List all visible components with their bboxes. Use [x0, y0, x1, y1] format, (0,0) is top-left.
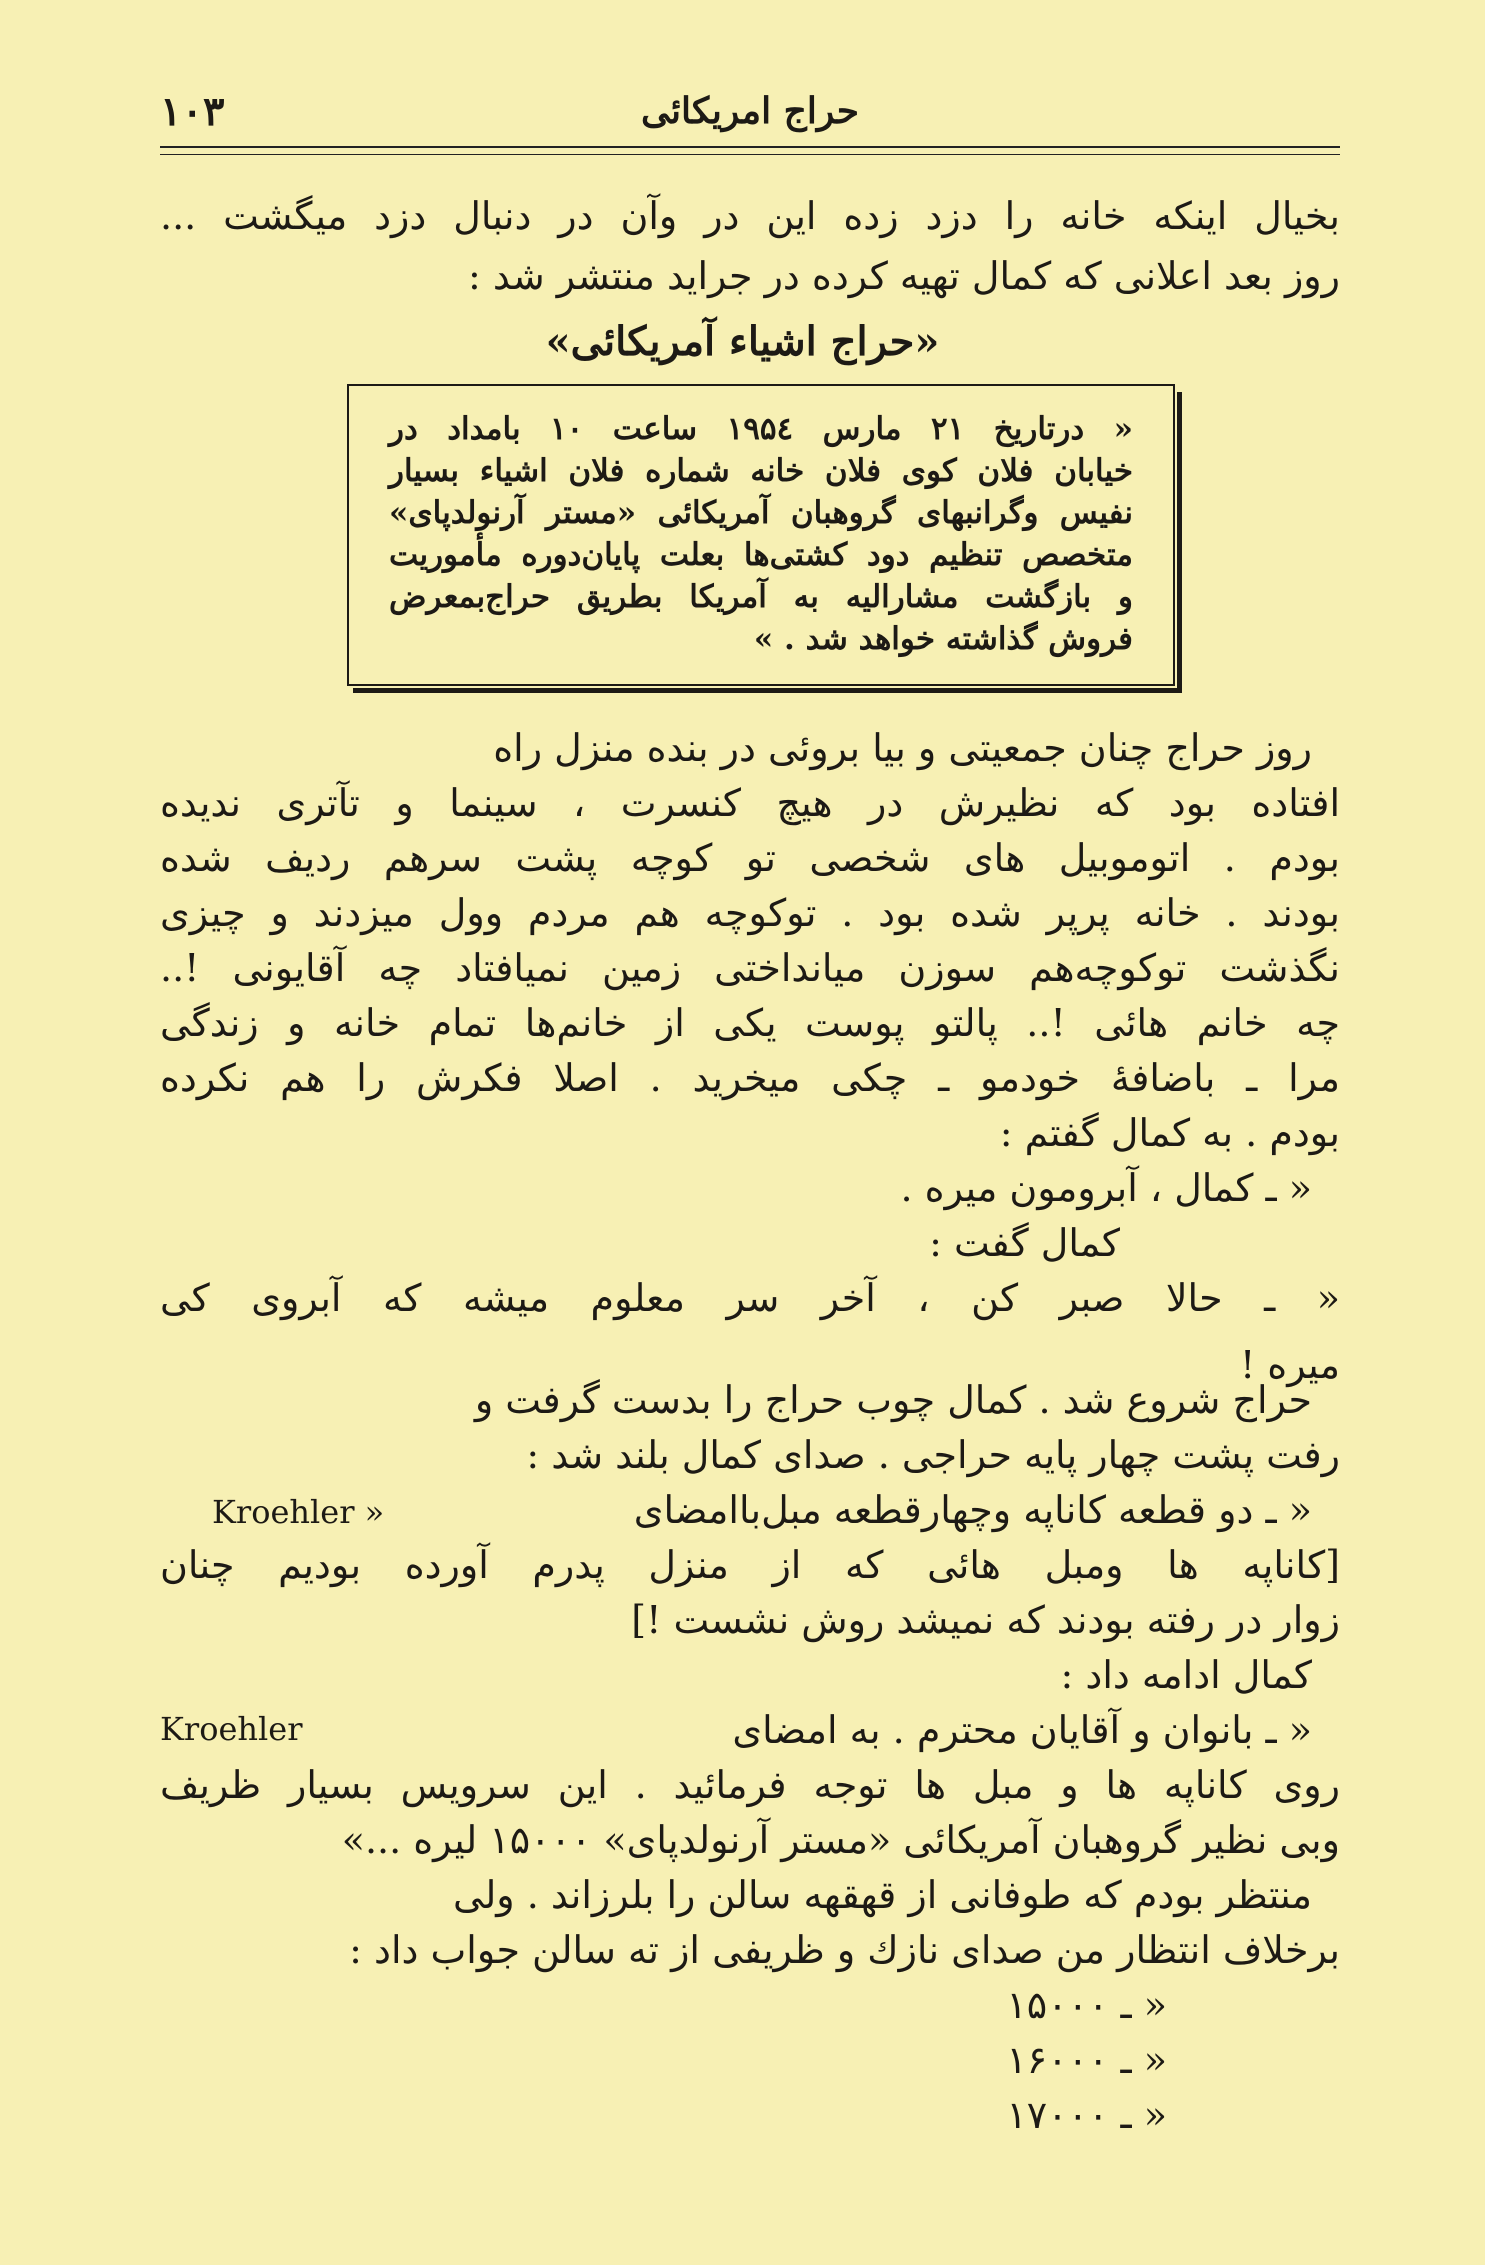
text-line: روز حراج چنان جمعیتی و بیا بروئی در بنده منزل راه — [493, 726, 1312, 770]
notice-line: و بازگشت مشارالیه به آمریکا بطریق حراج‌بمعرض — [389, 579, 1133, 615]
header-rule — [160, 146, 1340, 148]
dialogue-line: « ـ دو قطعه کاناپه وچهارقطعه مبل‌باامضای — [633, 1488, 1312, 1532]
text-line: کمال ادامه داد : — [1060, 1653, 1312, 1697]
notice-line: متخصص تنظیم دود کشتی‌ها بعلت پایان‌دوره مأموریت — [389, 537, 1133, 573]
text-line: روی کاناپه ها و مبل ها توجه فرمائید . این سرویس بسیار ظریف — [160, 1763, 1340, 1807]
notice-line: نفیس وگرانبهای گروهبان آمریکائی «مستر آرنولدپای» — [389, 495, 1133, 531]
bid-line: « ـ ۱۵۰۰۰ — [1006, 1983, 1167, 2027]
text-line: نگذشت توکوچه‌هم سوزن میانداختی زمین نمیافتاد چه آقایونی !.. — [160, 946, 1340, 990]
dialogue-line: « ـ کمال ، آبرومون میره . — [900, 1166, 1312, 1210]
notice-line: « درتاریخ ۲۱ مارس ۱۹۵٤ ساعت ۱۰ بامداد در — [389, 411, 1133, 447]
dialogue-line: « ـ حالا صبر کن ، آخر سر معلوم میشه که آبروی کی — [160, 1276, 1340, 1320]
notice-box — [347, 384, 1175, 686]
text-line: مرا ـ باضافهٔ خودمو ـ چکی میخرید . اصلا فکرش را هم نکرده — [160, 1056, 1340, 1100]
text-line: [کاناپه ها ومبل هائی که از منزل پدرم آورده بودیم چنان — [160, 1543, 1340, 1587]
text-line: کمال گفت : — [929, 1221, 1120, 1265]
page-number: ۱۰۳ — [160, 88, 225, 135]
header-rule-thin — [160, 154, 1340, 155]
text-line: بودند . خانه پرپر شده بود . توکوچه هم مردم وول میزدند و چیزی — [160, 891, 1340, 935]
text-line: وبی نظیر گروهبان آمریکائی «مستر آرنولدپای» ۱۵۰۰۰ لیره ...» — [341, 1818, 1340, 1862]
brand-name-latin: Kroehler » — [212, 1493, 385, 1531]
text-line: افتاده بود که نظیرش در هیچ کنسرت ، سینما و تآتری ندیده — [160, 781, 1340, 825]
running-head — [160, 88, 1340, 138]
text-line: بودم . اتوموبیل های شخصی تو کوچه پشت سرهم ردیف شده — [160, 836, 1340, 880]
notice-line: فروش گذاشته خواهد شد . » — [753, 621, 1133, 657]
running-title: حراج امریکائی — [641, 90, 859, 132]
text-line: چه خانم هائی !.. پالتو پوست یکی از خانم‌ها تمام خانه و زندگی — [160, 1001, 1340, 1045]
text-line: بخیال اینکه خانه را دزد زده این در وآن در دنبال دزد میگشت ... — [160, 194, 1340, 238]
dialogue-line: « ـ بانوان و آقایان محترم . به امضای — [732, 1708, 1312, 1752]
brand-name-latin: Kroehler — [160, 1710, 303, 1748]
text-line: برخلاف انتظار من صدای نازك و ظریفی از ته سالن جواب داد : — [349, 1928, 1340, 1972]
text-line: حراج شروع شد . کمال چوب حراج را بدست گرفت و — [474, 1378, 1312, 1422]
text-line: روز بعد اعلانی که کمال تهیه کرده در جراید منتشر شد : — [467, 254, 1340, 298]
section-heading: «حراج اشیاء آمریکائی» — [545, 318, 940, 365]
bid-line: « ـ ۱۶۰۰۰ — [1006, 2038, 1167, 2082]
text-line: میره ! — [1239, 1343, 1340, 1387]
text-line: رفت پشت چهار پایه حراجی . صدای کمال بلند شد : — [526, 1433, 1340, 1477]
text-line: منتظر بودم که طوفانی از قهقهه سالن را بلرزاند . ولی — [453, 1873, 1312, 1917]
notice-line: خیابان فلان کوی فلان خانه شماره فلان اشیاء بسیار — [389, 453, 1133, 489]
bid-line: « ـ ۱۷۰۰۰ — [1006, 2093, 1167, 2137]
text-line: بودم . به کمال گفتم : — [999, 1111, 1340, 1155]
text-line: زوار در رفته بودند که نمیشد روش نشست !] — [631, 1598, 1340, 1642]
